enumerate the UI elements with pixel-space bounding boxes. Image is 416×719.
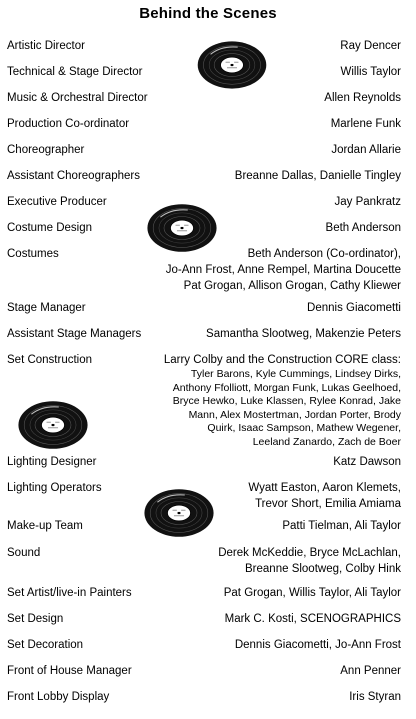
credit-role: Assistant Stage Managers xyxy=(7,328,142,340)
credit-names xyxy=(331,116,401,132)
credit-names xyxy=(218,545,401,577)
credit-name-line: Bryce Hewko, Luke Klassen, Rylee Konrad, Jake xyxy=(172,395,401,408)
credit-role: Set Design xyxy=(7,613,64,625)
credit-role: Set Artist/live-in Painters xyxy=(7,587,132,599)
credit-names xyxy=(340,663,401,679)
credit-name-line: Larry Colby and the Construction CORE class: xyxy=(163,354,401,366)
credit-name-line: Jordan Allarie xyxy=(331,144,401,156)
credit-role: Set Construction xyxy=(7,354,93,366)
credit-name-line: Quirk, Isaac Sampson, Mathew Wegener, xyxy=(207,422,401,435)
credit-names xyxy=(324,90,401,106)
credit-names xyxy=(341,64,402,80)
credit-names xyxy=(282,518,401,534)
credit-role: Artistic Director xyxy=(7,40,85,52)
credit-names xyxy=(235,637,401,653)
vinyl-record-icon xyxy=(146,202,218,254)
credit-role: Set Decoration xyxy=(7,639,84,651)
credit-role: Technical & Stage Director xyxy=(7,66,143,78)
credit-role: Sound xyxy=(7,547,41,559)
credit-role: Lighting Operators xyxy=(7,482,102,494)
credit-names xyxy=(335,194,401,210)
credit-name-line: Katz Dawson xyxy=(333,456,401,468)
vinyl-record-icon xyxy=(143,487,215,539)
credit-names xyxy=(333,454,401,470)
credit-names xyxy=(326,220,401,236)
credit-role: Front of House Manager xyxy=(7,665,132,677)
credit-names xyxy=(206,326,401,342)
credit-names xyxy=(164,352,401,450)
credit-name-line: Iris Styran xyxy=(349,691,401,703)
credit-name-line: Patti Tielman, Ali Taylor xyxy=(282,520,401,532)
credit-name-line: Mann, Alex Mostertman, Jordan Porter, Brody xyxy=(188,408,401,421)
credit-name-line: Breanne Slootweg, Colby Hink xyxy=(245,563,401,575)
credit-role: Production Co-ordinator xyxy=(7,118,130,130)
vinyl-record-icon xyxy=(196,40,268,90)
credit-names xyxy=(235,168,401,184)
credit-name-line: Marlene Funk xyxy=(330,118,401,130)
credit-name-line: Leeland Zanardo, Zach de Boer xyxy=(252,435,401,448)
credit-name-line: Anthony Ffolliott, Morgan Funk, Lukas Geelhoed, xyxy=(172,381,401,394)
credit-name-line: Jay Pankratz xyxy=(334,196,401,208)
credit-role: Music & Orchestral Director xyxy=(7,92,148,104)
credit-names xyxy=(224,585,401,601)
credit-name-line: Dennis Giacometti xyxy=(307,302,401,314)
credit-role: Executive Producer xyxy=(7,196,107,208)
credit-names xyxy=(340,38,401,54)
credit-name-line: Pat Grogan, Willis Taylor, Ali Taylor xyxy=(223,587,401,599)
credit-name-line: Tyler Barons, Kyle Cummings, Lindsey Dirks, xyxy=(190,368,401,380)
credit-role: Costume Design xyxy=(7,222,93,234)
credit-role: Choreographer xyxy=(7,144,85,156)
credit-name-line: Jo-Ann Frost, Anne Rempel, Martina Doucette xyxy=(165,264,401,276)
credit-name-line: Ann Penner xyxy=(340,665,401,677)
credit-name-line: Trevor Short, Emilia Amiama xyxy=(255,498,401,510)
page-title: Behind the Scenes xyxy=(139,5,277,22)
credit-names xyxy=(248,480,401,512)
credit-name-line: Pat Grogan, Allison Grogan, Cathy Kliewer xyxy=(183,280,401,292)
credit-name-line: Beth Anderson xyxy=(325,222,401,234)
credit-role: Assistant Choreographers xyxy=(7,170,140,182)
credit-role: Stage Manager xyxy=(7,302,86,314)
credit-name-line: Mark C. Kosti, SCENOGRAPHICS xyxy=(224,613,401,625)
credit-name-line: Allen Reynolds xyxy=(324,92,401,104)
credit-role: Front Lobby Display xyxy=(7,691,110,703)
credit-role: Costumes xyxy=(7,248,59,260)
credit-name-line: Willis Taylor xyxy=(340,66,401,78)
credit-name-line: Dennis Giacometti, Jo-Ann Frost xyxy=(234,639,401,651)
credit-names xyxy=(225,611,401,627)
credit-name-line: Samantha Slootweg, Makenzie Peters xyxy=(206,328,401,340)
credit-name-line: Breanne Dallas, Danielle Tingley xyxy=(234,170,401,182)
credit-names xyxy=(307,300,401,316)
credit-role: Make-up Team xyxy=(7,520,83,532)
credit-name-line: Wyatt Easton, Aaron Klemets, xyxy=(248,482,401,494)
credit-names xyxy=(349,689,401,705)
credit-role: Lighting Designer xyxy=(7,456,97,468)
vinyl-record-icon xyxy=(17,396,89,454)
credit-name-line: Ray Dencer xyxy=(340,40,401,52)
credit-name-line: Derek McKeddie, Bryce McLachlan, xyxy=(218,547,401,559)
credit-name-line: Beth Anderson (Co-ordinator), xyxy=(247,248,401,260)
credit-names xyxy=(331,142,401,158)
